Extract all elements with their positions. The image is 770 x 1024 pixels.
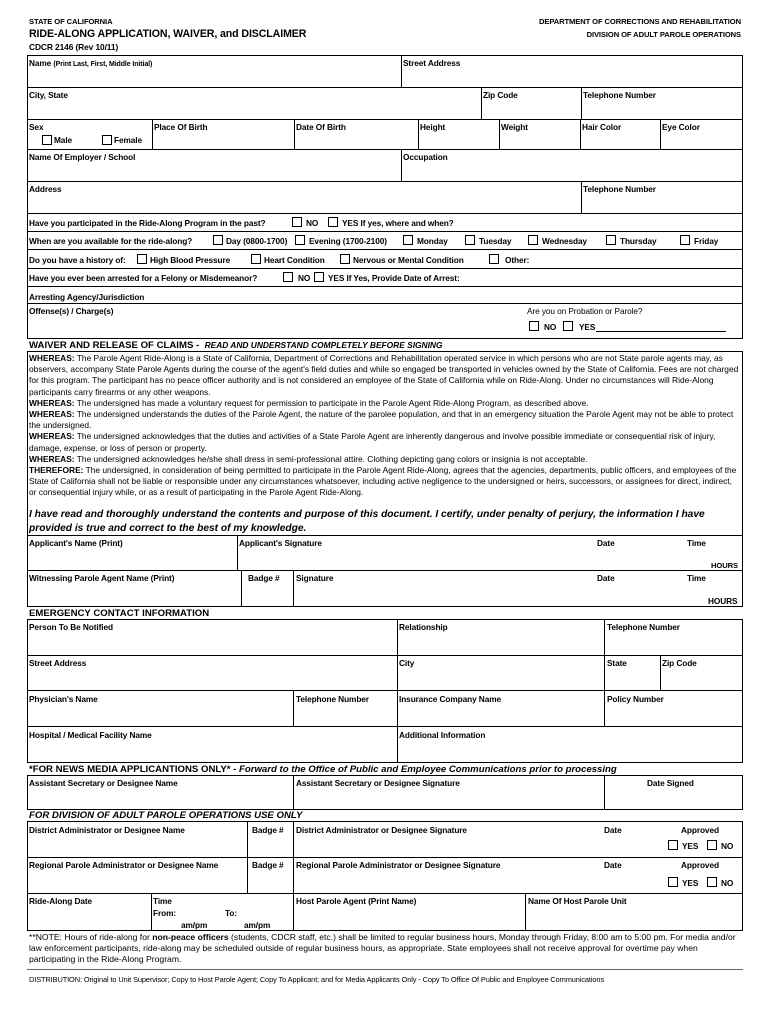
form-number: CDCR 2146 (Rev 10/11) <box>29 42 119 52</box>
signature-box <box>27 535 743 607</box>
probation-yes-line[interactable] <box>596 331 726 332</box>
street-input[interactable] <box>403 68 741 86</box>
assistant-signature-label: Assistant Secretary or Designee Signature <box>296 778 460 788</box>
wednesday-label: Wednesday <box>542 236 588 246</box>
witness-date-label: Date <box>597 573 615 583</box>
da-approved-no-checkbox[interactable] <box>707 840 717 850</box>
certification-statement: I have read and thoroughly understand the contents and purpose of this document. I certify, under penalty of perjury, the information I have provided is true and correct to the best of my knowledge. <box>29 509 705 534</box>
arresting-agency-label: Arresting Agency/Jurisdiction <box>29 292 145 302</box>
hbp-label: High Blood Pressure <box>150 255 231 265</box>
host-unit-label: Name Of Host Parole Unit <box>528 896 627 906</box>
probation-no-label: NO <box>544 322 557 332</box>
rpa-signature-label: Regional Parole Administrator or Designee Signature <box>296 860 501 870</box>
arrested-question: Have you ever been arrested for a Felony or Misdemeanor? <box>29 273 258 283</box>
policy-number-label: Policy Number <box>607 694 664 704</box>
rpa-yes-label: YES <box>682 878 699 888</box>
monday-checkbox[interactable] <box>403 235 413 245</box>
probation-no-checkbox[interactable] <box>529 321 539 331</box>
da-approved-yes-checkbox[interactable] <box>668 840 678 850</box>
to-label: To: <box>225 908 237 918</box>
applicant-signature-field[interactable] <box>239 548 579 568</box>
witness-signature-label: Signature <box>296 573 334 583</box>
monday-label: Monday <box>417 236 448 246</box>
rpa-name-label: Regional Parole Administrator or Designee Name <box>29 860 219 870</box>
friday-checkbox[interactable] <box>680 235 690 245</box>
female-label: Female <box>114 135 142 145</box>
participated-yes-label: YES If yes, where and when? <box>342 218 454 228</box>
zip-label: Zip Code <box>483 90 518 100</box>
division-label: DIVISION OF ADULT PAROLE OPERATIONS <box>586 30 741 39</box>
rpa-approved-no-checkbox[interactable] <box>707 877 717 887</box>
assistant-name-label: Assistant Secretary or Designee Name <box>29 778 178 788</box>
employer-label: Name Of Employer / School <box>29 152 136 162</box>
thursday-checkbox[interactable] <box>606 235 616 245</box>
availability-question: When are you available for the ride-along? <box>29 236 193 246</box>
rpa-approved-label: Approved <box>681 860 719 870</box>
emergency-zip-label: Zip Code <box>662 658 697 668</box>
da-no-label: NO <box>721 841 734 851</box>
dapo-box <box>27 821 743 931</box>
other-label: Other: <box>505 255 530 265</box>
ride-along-date-label: Ride-Along Date <box>29 896 93 906</box>
hbp-checkbox[interactable] <box>137 254 147 264</box>
witness-badge-label: Badge # <box>248 573 280 583</box>
rpa-approved-yes-checkbox[interactable] <box>668 877 678 887</box>
physician-telephone-label: Telephone Number <box>296 694 369 704</box>
occupation-input[interactable] <box>403 162 741 180</box>
applicant-signature-label: Applicant's Signature <box>239 538 322 548</box>
tuesday-label: Tuesday <box>479 236 512 246</box>
arrested-yes-label: YES If Yes, Provide Date of Arrest: <box>328 273 460 283</box>
form-title: RIDE-ALONG APPLICATION, WAIVER, and DISCLAIMER <box>29 28 307 40</box>
applicant-time-label: Time <box>687 538 706 548</box>
witness-name-label: Witnessing Parole Agent Name (Print) <box>29 573 175 583</box>
applicant-date-label: Date <box>597 538 615 548</box>
address-label: Address <box>29 184 62 194</box>
rpa-no-label: NO <box>721 878 734 888</box>
history-question: Do you have a history of: <box>29 255 126 265</box>
hair-color-label: Hair Color <box>582 122 622 132</box>
physician-label: Physician's Name <box>29 694 98 704</box>
emergency-city-label: City <box>399 658 415 668</box>
da-yes-label: YES <box>682 841 699 851</box>
additional-info-label: Additional Information <box>399 730 486 740</box>
probation-yes-label: YES <box>579 322 596 332</box>
note-text: **NOTE: Hours of ride-along for non-peace officers (students, CDCR staff, etc.) shall be limited to regular business hours, Monday through Friday, 8:00 am to 5:00 pm. For media and/or law enforcement participants, ride-along may be scheduled outside of regular business hours, as appropriate. State employees shall not receive approval for overtime pay when participating in the Ride-Along Program. <box>29 932 736 965</box>
da-badge-label: Badge # <box>252 825 284 835</box>
to-ampm-label: am/pm <box>244 920 271 930</box>
arrested-no-label: NO <box>298 273 311 283</box>
arrested-yes-checkbox[interactable] <box>314 272 324 282</box>
participated-question: Have you participated in the Ride-Along Program in the past? <box>29 218 266 228</box>
offenses-label: Offense(s) / Charge(s) <box>29 306 114 316</box>
city-state-input[interactable] <box>29 100 479 118</box>
host-agent-label: Host Parole Agent (Print Name) <box>296 896 417 906</box>
da-signature-label: District Administrator or Designee Signature <box>296 825 467 835</box>
height-label: Height <box>420 122 446 132</box>
name-label: Name (Print Last, First, Middle Initial) <box>29 58 153 68</box>
emergency-state-label: State <box>607 658 627 668</box>
thursday-label: Thursday <box>620 236 657 246</box>
sex-label: Sex <box>29 122 44 132</box>
witness-hours-label: HOURS <box>708 596 738 606</box>
person-notified-label: Person To Be Notified <box>29 622 113 632</box>
rpa-date-label: Date <box>604 860 622 870</box>
da-approved-label: Approved <box>681 825 719 835</box>
employer-input[interactable] <box>29 162 399 180</box>
probation-yes-checkbox[interactable] <box>563 321 573 331</box>
probation-question: Are you on Probation or Parole? <box>527 306 643 316</box>
telephone-label: Telephone Number <box>583 90 656 100</box>
evening-checkbox[interactable] <box>295 235 305 245</box>
male-checkbox[interactable] <box>42 135 52 145</box>
telephone-input[interactable] <box>583 100 741 118</box>
witness-time-label: Time <box>687 573 706 583</box>
nervous-label: Nervous or Mental Condition <box>353 255 464 265</box>
applicant-hours-label: HOURS <box>711 561 738 570</box>
relationship-label: Relationship <box>399 622 448 632</box>
day-checkbox[interactable] <box>213 235 223 245</box>
weight-label: Weight <box>501 122 528 132</box>
date-signed-label: Date Signed <box>647 778 694 788</box>
da-name-label: District Administrator or Designee Name <box>29 825 185 835</box>
media-heading: *FOR NEWS MEDIA APPLICANTIONS ONLY* - Forward to the Office of Public and Employee Communications prior to processing <box>29 764 617 775</box>
applicant-name-label: Applicant's Name (Print) <box>29 538 123 548</box>
friday-label: Friday <box>694 236 719 246</box>
department-label: DEPARTMENT OF CORRECTIONS AND REHABILITATION <box>538 17 741 26</box>
hospital-label: Hospital / Medical Facility Name <box>29 730 152 740</box>
emergency-telephone-label: Telephone Number <box>607 622 680 632</box>
street-label: Street Address <box>403 58 461 68</box>
evening-label: Evening (1700-2100) <box>309 236 387 246</box>
female-checkbox[interactable] <box>102 135 112 145</box>
waiver-text: WHEREAS: The Parole Agent Ride-Along is a State of California, Department of Corrections and Rehabilitation operated service in which persons who are not State parole agents may, as observers, accompany State Parole Agents during the course of the agent's field duties and while so engaged be transported in vehicles owned by the State of California. Fees are not charged for this program. The participant has no peace officer authority and is not considered an employee of the State of California while on Ride-Along. Under no circumstances will Ride-Along participants carry firearms or any other weapons. WHEREAS: The undersigned has made a voluntary request for permission to participate in the Parole Agent Ride-Along Program, as described above. WHEREAS: The undersigned understands the duties of the Parole Agent, the nature of the parolee population, and that in an emergency situation the Parole Agent may not be able to protect the undersigned. WHEREAS: The undersigned acknowledges that the duties and activities of a State Parole Agent are inherently dangerous and involve possible immediate or consequential risk of injury, damage, expense, or loss of person or property. WHEREAS: The undersigned acknowledges he/she shall dress in semi-professional attire. Clothing depicting gang colors or insignia is not acceptable. THEREFORE: The undersigned, in consideration of being permitted to participate in the Parole Agent Ride-Along, agrees that the agencies, departments, public officers, and employees of the State of California shall not be liable or responsible under any circumstances whatsoever, including active negligence to the undersigned or heirs, successors, or assignees for direct, indirect, or consequential injury while, or as a result of participating in the Parole Agent Ride-Along. <box>29 353 739 498</box>
time-label: Time <box>153 896 172 906</box>
arrested-no-checkbox[interactable] <box>283 272 293 282</box>
distribution-text: DISTRIBUTION: Original to Unit Supervisor; Copy to Host Parole Agent; Copy To Applicant; and for Media Applicants Only - Copy To Office Of Public and Employee Communications <box>29 975 605 984</box>
participated-no-checkbox[interactable] <box>292 217 302 227</box>
city-state-label: City, State <box>29 90 68 100</box>
state-label: STATE OF CALIFORNIA <box>29 17 113 26</box>
insurance-label: Insurance Company Name <box>399 694 502 704</box>
dapo-heading: FOR DIVISION OF ADULT PAROLE OPERATIONS USE ONLY <box>29 810 303 821</box>
from-label: From: <box>153 908 177 918</box>
emergency-box <box>27 619 743 763</box>
emergency-heading: EMERGENCY CONTACT INFORMATION <box>29 608 210 619</box>
emergency-street-label: Street Address <box>29 658 87 668</box>
tuesday-checkbox[interactable] <box>465 235 475 245</box>
address-input[interactable] <box>29 194 579 212</box>
name-input[interactable] <box>29 68 399 86</box>
participated-no-label: NO <box>306 218 319 228</box>
waiver-heading: WAIVER AND RELEASE OF CLAIMS - READ AND UNDERSTAND COMPLETELY BEFORE SIGNING <box>29 340 443 351</box>
day-label: Day (0800-1700) <box>226 236 288 246</box>
rpa-badge-label: Badge # <box>252 860 284 870</box>
heart-label: Heart Condition <box>264 255 325 265</box>
heart-checkbox[interactable] <box>251 254 261 264</box>
place-of-birth-label: Place Of Birth <box>154 122 208 132</box>
from-ampm-label: am/pm <box>181 920 208 930</box>
other-checkbox[interactable] <box>489 254 499 264</box>
telephone2-label: Telephone Number <box>583 184 656 194</box>
nervous-checkbox[interactable] <box>340 254 350 264</box>
male-label: Male <box>54 135 73 145</box>
zip-input[interactable] <box>483 100 579 118</box>
date-of-birth-label: Date Of Birth <box>296 122 346 132</box>
participated-yes-checkbox[interactable] <box>328 217 338 227</box>
wednesday-checkbox[interactable] <box>528 235 538 245</box>
eye-color-label: Eye Color <box>662 122 700 132</box>
occupation-label: Occupation <box>403 152 448 162</box>
da-date-label: Date <box>604 825 622 835</box>
